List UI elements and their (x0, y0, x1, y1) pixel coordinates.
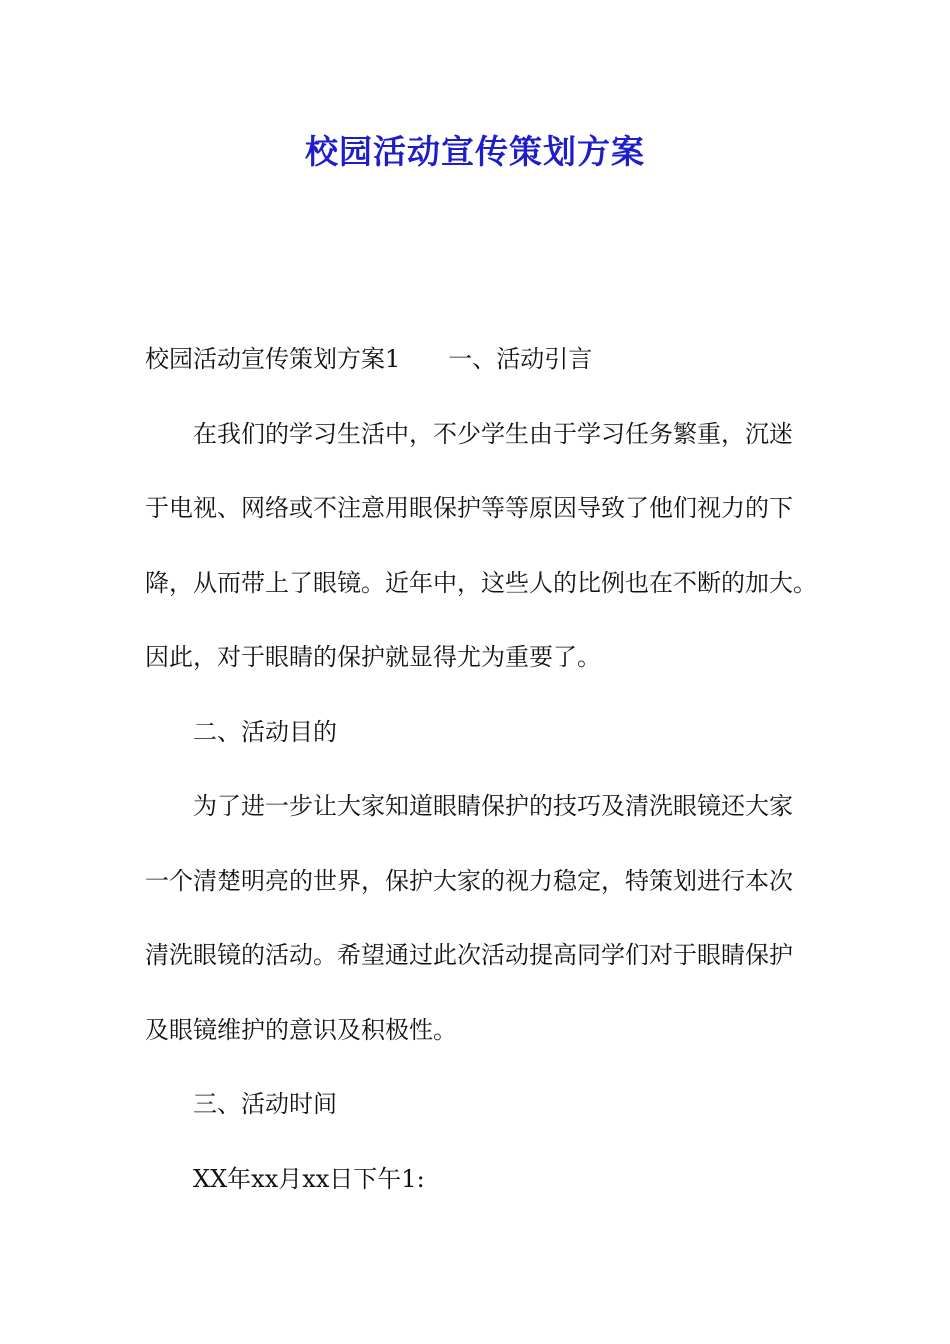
paragraph-line: 为了进一步让大家知道眼睛保护的技巧及清洗眼镜还大家 (193, 792, 793, 820)
paragraph-line: 于电视、网络或不注意用眼保护等等原因导致了他们视力的下 (145, 494, 793, 522)
paragraph-line: 清洗眼镜的活动。希望通过此次活动提高同学们对于眼睛保护 (145, 941, 793, 969)
paragraph-line (145, 337, 810, 412)
paragraph-line: 因此，对于眼睛的保护就显得尤为重要了。 (145, 643, 601, 671)
paragraph-line: 降，从而带上了眼镜。近年中，这些人的比例也在不断的加大。 (145, 568, 817, 597)
document-body (145, 337, 817, 1231)
section-heading: 二、活动目的 (193, 717, 337, 746)
paragraph-line: 及眼镜维护的意识及积极性。 (145, 1015, 457, 1044)
section-heading: 三、活动时间 (193, 1090, 337, 1118)
section-title: 校园活动宣传策划方案1 (145, 345, 401, 373)
paragraph-line: 一个清楚明亮的世界，保护大家的视力稳定，特策划进行本次 (145, 866, 793, 895)
paragraph-line: XX年xx月xx日下午1: (193, 1164, 425, 1193)
paragraph-line: 在我们的学习生活中，不少学生由于学习任务繁重，沉迷 (193, 419, 793, 448)
document-title: 校园活动宣传策划方案 (305, 132, 645, 171)
section-heading: 一、活动引言 (448, 345, 593, 373)
